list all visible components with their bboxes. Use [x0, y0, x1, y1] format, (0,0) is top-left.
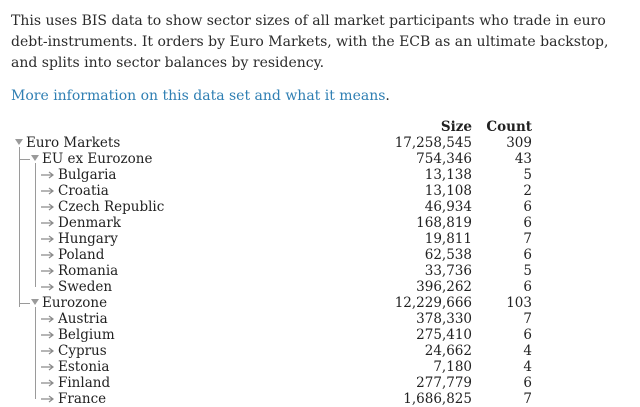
row-size: 24,662 — [424, 343, 472, 359]
row-name: Eurozone — [42, 295, 108, 311]
row-name: EU ex Eurozone — [42, 151, 153, 167]
row-name: Finland — [58, 375, 111, 391]
tree-row-root[interactable] — [12, 135, 538, 151]
tree-row-leaf[interactable] — [12, 231, 538, 247]
tree-row-leaf[interactable] — [12, 327, 538, 343]
tree-connector-line — [19, 147, 20, 307]
row-count: 7 — [523, 311, 532, 327]
row-count: 309 — [506, 135, 532, 151]
tree-row-leaf[interactable] — [12, 359, 538, 375]
row-name: Bulgaria — [58, 167, 117, 183]
row-name: Poland — [58, 247, 105, 263]
row-name: Estonia — [58, 359, 110, 375]
leaf-arrow-icon — [41, 282, 55, 292]
size-column-header: Size — [440, 119, 472, 135]
tree-row-leaf[interactable] — [12, 263, 538, 279]
tree-connector-line — [19, 159, 30, 160]
row-size: 275,410 — [416, 327, 472, 343]
row-name: Austria — [58, 311, 108, 327]
row-count: 5 — [523, 167, 532, 183]
row-count: 4 — [523, 343, 532, 359]
leaf-arrow-icon — [41, 378, 55, 388]
leaf-arrow-icon — [41, 266, 55, 276]
row-size: 277,779 — [416, 375, 472, 391]
row-count: 2 — [523, 183, 532, 199]
tree-row-leaf[interactable] — [12, 279, 538, 295]
row-count: 7 — [523, 231, 532, 247]
tree-row-leaf[interactable] — [12, 167, 538, 183]
row-size: 17,258,545 — [394, 135, 472, 151]
row-size: 13,108 — [424, 183, 472, 199]
count-column-header: Count — [486, 119, 532, 135]
leaf-arrow-icon — [41, 394, 55, 404]
row-count: 6 — [523, 327, 532, 343]
row-name: Euro Markets — [26, 135, 121, 151]
row-size: 46,934 — [424, 199, 472, 215]
row-size: 754,346 — [416, 151, 472, 167]
row-size: 396,262 — [416, 279, 472, 295]
leaf-arrow-icon — [41, 362, 55, 372]
tree-row-group[interactable] — [12, 295, 538, 311]
expand-triangle-icon[interactable] — [15, 139, 23, 145]
tree-row-leaf[interactable] — [12, 215, 538, 231]
row-size: 168,819 — [416, 215, 472, 231]
leaf-arrow-icon — [41, 330, 55, 340]
row-count: 6 — [523, 375, 532, 391]
leaf-arrow-icon — [41, 170, 55, 180]
row-size: 7,180 — [433, 359, 472, 375]
tree-row-leaf[interactable] — [12, 247, 538, 263]
row-count: 103 — [506, 295, 532, 311]
info-line — [11, 86, 390, 107]
leaf-arrow-icon — [41, 314, 55, 324]
tree-row-leaf[interactable] — [12, 375, 538, 391]
leaf-arrow-icon — [41, 250, 55, 260]
expand-triangle-icon[interactable] — [31, 299, 39, 305]
leaf-arrow-icon — [41, 234, 55, 244]
tree-connector-line — [19, 303, 30, 304]
more-info-link[interactable]: More information on this data set and what it means — [11, 88, 386, 104]
row-size: 13,138 — [424, 167, 472, 183]
leaf-arrow-icon — [41, 346, 55, 356]
row-count: 6 — [523, 279, 532, 295]
row-name: France — [58, 391, 107, 407]
tree-row-leaf[interactable] — [12, 391, 538, 407]
row-size: 62,538 — [424, 247, 472, 263]
row-name: Czech Republic — [58, 199, 165, 215]
expand-triangle-icon[interactable] — [31, 155, 39, 161]
row-size: 378,330 — [416, 311, 472, 327]
tree-row-leaf[interactable] — [12, 311, 538, 327]
tree-connector-line — [35, 163, 36, 287]
leaf-arrow-icon — [41, 186, 55, 196]
leaf-arrow-icon — [41, 218, 55, 228]
row-name: Denmark — [58, 215, 121, 231]
tree-row-leaf[interactable] — [12, 199, 538, 215]
row-count: 43 — [514, 151, 532, 167]
row-size: 33,736 — [424, 263, 472, 279]
row-count: 6 — [523, 199, 532, 215]
row-name: Hungary — [58, 231, 118, 247]
row-name: Romania — [58, 263, 119, 279]
row-count: 7 — [523, 391, 532, 407]
intro-paragraph: This uses BIS data to show sector sizes of all market participants who trade in euro debt-instruments. It orders by Euro Markets, with the ECB as an ultimate backstop, and splits into sector balances by residency. — [11, 13, 609, 71]
row-size: 12,229,666 — [394, 295, 472, 311]
row-count: 6 — [523, 215, 532, 231]
row-count: 4 — [523, 359, 532, 375]
leaf-arrow-icon — [41, 202, 55, 212]
tree-row-leaf[interactable] — [12, 183, 538, 199]
row-count: 6 — [523, 247, 532, 263]
row-name: Sweden — [58, 279, 113, 295]
row-size: 1,686,825 — [403, 391, 472, 407]
tree-connector-line — [35, 307, 36, 399]
row-count: 5 — [523, 263, 532, 279]
sector-tree-table — [12, 119, 538, 407]
row-size: 19,811 — [424, 231, 472, 247]
row-name: Croatia — [58, 183, 109, 199]
tree-row-group[interactable] — [12, 151, 538, 167]
table-header — [12, 119, 538, 135]
row-name: Cyprus — [58, 343, 107, 359]
row-name: Belgium — [58, 327, 115, 343]
tree-row-leaf[interactable] — [12, 343, 538, 359]
link-suffix: . — [385, 88, 390, 104]
